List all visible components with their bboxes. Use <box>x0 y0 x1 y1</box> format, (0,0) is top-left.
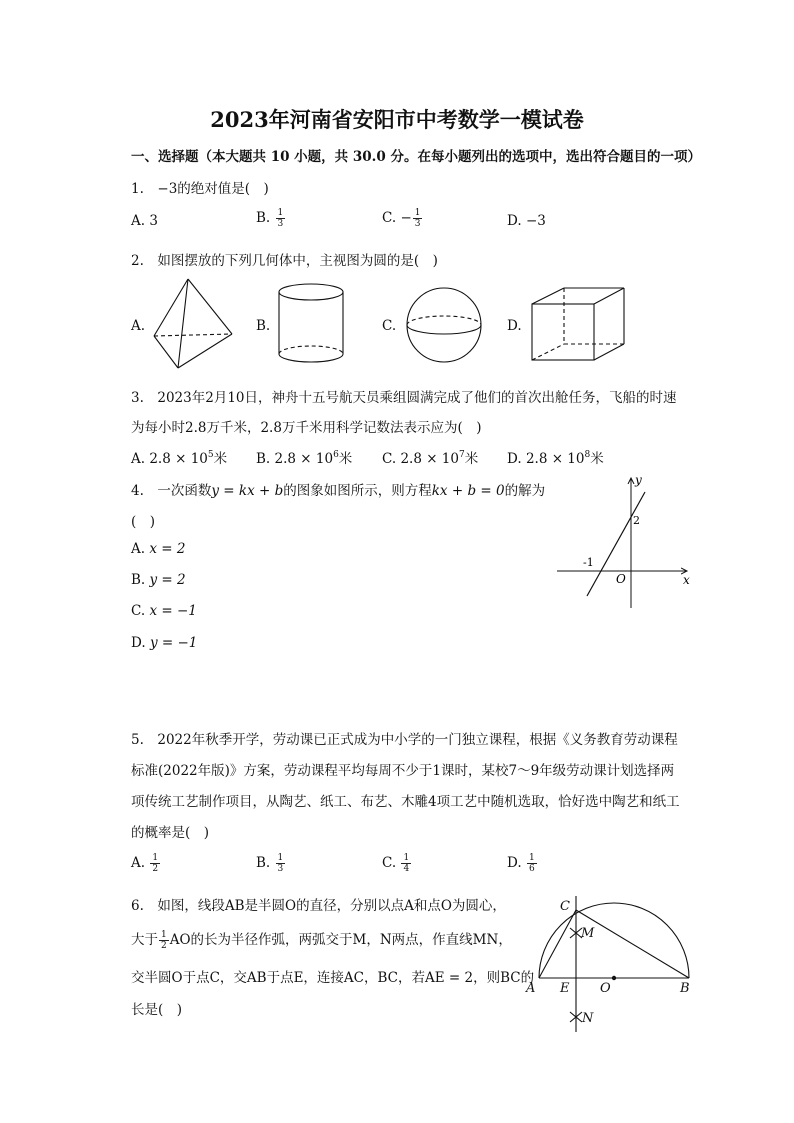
q1-option-d[interactable] <box>507 213 546 229</box>
function-expression: y = kx + b <box>211 483 284 499</box>
page-title: 2023年河南省安阳市中考数学一模试卷 <box>210 107 584 132</box>
option-value: −3 <box>525 213 546 229</box>
semicircle-figure <box>524 894 696 1039</box>
q3-stem-line2: 为每小时2.8万千米，2.8万千米用科学记数法表示应为( ) <box>131 420 482 436</box>
option-label: A. <box>131 541 146 557</box>
option-value: 2.8 × 10 <box>400 451 459 467</box>
q5-stem-line4: 的概率是( ) <box>131 825 210 841</box>
option-label: D. <box>507 451 522 467</box>
option-label: C. <box>382 451 397 467</box>
semicircle-arc <box>539 903 689 978</box>
stem-text: 的解为 <box>504 483 546 499</box>
q2-option-d-label[interactable]: D. <box>507 318 522 334</box>
label-e: E <box>560 981 570 996</box>
fraction: $\frac{1}{6}$ <box>528 853 535 874</box>
q5-stem-line2: 标准(2022年版)》方案，劳动课程平均每周不少于1课时，某校7～9年级劳动课计划选择两 <box>131 763 675 779</box>
option-label: C. <box>382 855 397 871</box>
q1-option-c[interactable] <box>382 208 423 229</box>
option-label: B. <box>256 451 271 467</box>
stem-text: AO的长为半径作弧，两弧交于M，N两点，作直线MN， <box>169 932 512 948</box>
option-label: A. <box>131 213 146 229</box>
q4-option-d[interactable] <box>131 635 197 651</box>
label-b: B <box>680 981 690 996</box>
option-label: A. <box>131 855 146 871</box>
equation-expression: kx + b = 0 <box>431 483 505 499</box>
unit: 米 <box>213 451 228 467</box>
exponent: 7 <box>458 450 465 460</box>
q5-stem-line1: 5. 2022年秋季开学，劳动课已正式成为中小学的一门独立课程，根据《义务教育劳动课程 <box>131 732 678 748</box>
q2-stem: 2. 如图摆放的下列几何体中，主视图为圆的是( ) <box>131 253 438 269</box>
exponent: 6 <box>333 450 339 460</box>
option-value: 3 <box>149 213 158 229</box>
label-a: A <box>526 981 536 996</box>
exponent: 8 <box>584 450 591 460</box>
q4-stem <box>131 479 545 499</box>
tetrahedron-figure <box>148 276 238 374</box>
section-header: 一、选择题（本大题共 10 小题，共 30.0 分。在每小题列出的选项中，选出符合题目的一项） <box>131 149 701 165</box>
q3-option-c[interactable] <box>382 447 478 467</box>
q3-option-d[interactable] <box>507 447 604 467</box>
option-value: x = −1 <box>149 603 197 619</box>
q5-option-b[interactable] <box>256 853 286 874</box>
x-intercept-label: -1 <box>583 556 594 569</box>
origin-label: O <box>616 572 626 586</box>
option-label: B. <box>131 572 146 588</box>
option-value: 2.8 × 10 <box>274 451 334 467</box>
q1-option-a[interactable] <box>131 213 158 229</box>
fraction: $\frac{1}{4}$ <box>403 853 410 874</box>
q5-option-d[interactable] <box>507 853 538 874</box>
label-o: O <box>600 981 611 996</box>
stem-text: 的图象如图所示，则方程 <box>283 483 432 499</box>
q3-option-b[interactable] <box>256 447 352 467</box>
q4-option-a[interactable] <box>131 541 185 557</box>
option-value: y = 2 <box>149 572 186 588</box>
q6-stem-line4: 长是( ) <box>131 1002 183 1018</box>
exponent: 5 <box>207 450 214 460</box>
q3-option-a[interactable] <box>131 447 227 467</box>
q1-stem: 1. −3的绝对值是( ) <box>131 181 269 197</box>
segment-bc <box>576 910 689 978</box>
q4-option-b[interactable] <box>131 572 186 588</box>
label-c: C <box>560 899 570 914</box>
stem-text: 大于 <box>131 932 158 948</box>
unit: 米 <box>464 451 479 467</box>
q2-option-a-label[interactable]: A. <box>131 318 146 334</box>
option-label: D. <box>131 635 146 651</box>
unit: 米 <box>590 451 604 467</box>
q5-option-a[interactable] <box>131 853 161 874</box>
option-value: 2.8 × 10 <box>525 451 585 467</box>
fraction: $\frac{1}{3}$ <box>414 208 421 229</box>
cylinder-figure <box>277 282 349 368</box>
option-label: D. <box>507 213 522 229</box>
label-n: N <box>582 1011 594 1026</box>
q1-option-b[interactable] <box>256 208 286 229</box>
sphere-figure <box>404 287 486 365</box>
unit: 米 <box>338 451 353 467</box>
option-label: A. <box>131 451 146 467</box>
fraction: $\frac{1}{2}$ <box>161 930 167 951</box>
x-axis-label: x <box>683 573 690 587</box>
option-value: 2.8 × 10 <box>149 451 208 467</box>
option-value: x = 2 <box>149 541 186 557</box>
fraction: $\frac{1}{3}$ <box>277 853 284 874</box>
q6-stem-line3: 交半圆O于点C，交AB于点E，连接AC，BC，若AE = 2，则BC的 <box>131 970 535 986</box>
q2-option-c-label[interactable]: C. <box>382 318 397 334</box>
label-m: M <box>581 926 595 941</box>
option-label: B. <box>256 855 271 871</box>
y-axis-label: y <box>635 473 642 487</box>
option-label: D. <box>507 855 522 871</box>
option-label: C. <box>131 603 146 619</box>
fraction: $\frac{1}{3}$ <box>277 208 284 229</box>
option-label: C. <box>382 210 397 226</box>
q5-stem-line3: 项传统工艺制作项目，从陶艺、纸工、布艺、木雕4项工艺中随机选取，恰好选中陶艺和纸工 <box>131 794 680 810</box>
option-value: y = −1 <box>149 635 198 651</box>
q6-stem-line1: 6. 如图，线段AB是半圆O的直径，分别以点A和点O为圆心， <box>131 898 506 914</box>
stem-text: 4. 一次函数 <box>131 483 212 499</box>
q6-stem-line2 <box>131 928 512 951</box>
cube-figure <box>530 286 628 362</box>
q5-option-c[interactable] <box>382 853 412 874</box>
minus-sign: − <box>400 210 412 226</box>
linear-function-graph <box>555 474 695 614</box>
q4-option-c[interactable] <box>131 603 197 619</box>
fraction: $\frac{1}{2}$ <box>152 853 159 874</box>
center-point-o <box>612 976 616 980</box>
segment-ac <box>539 910 576 978</box>
y-intercept-label: 2 <box>633 514 640 527</box>
option-label: B. <box>256 210 271 226</box>
q2-option-b-label[interactable]: B. <box>256 318 271 334</box>
q3-stem-line1: 3. 2023年2月10日，神舟十五号航天员乘组圆满完成了他们的首次出舱任务，飞船的时速 <box>131 390 677 406</box>
q4-answer-paren: ( ) <box>131 514 156 530</box>
